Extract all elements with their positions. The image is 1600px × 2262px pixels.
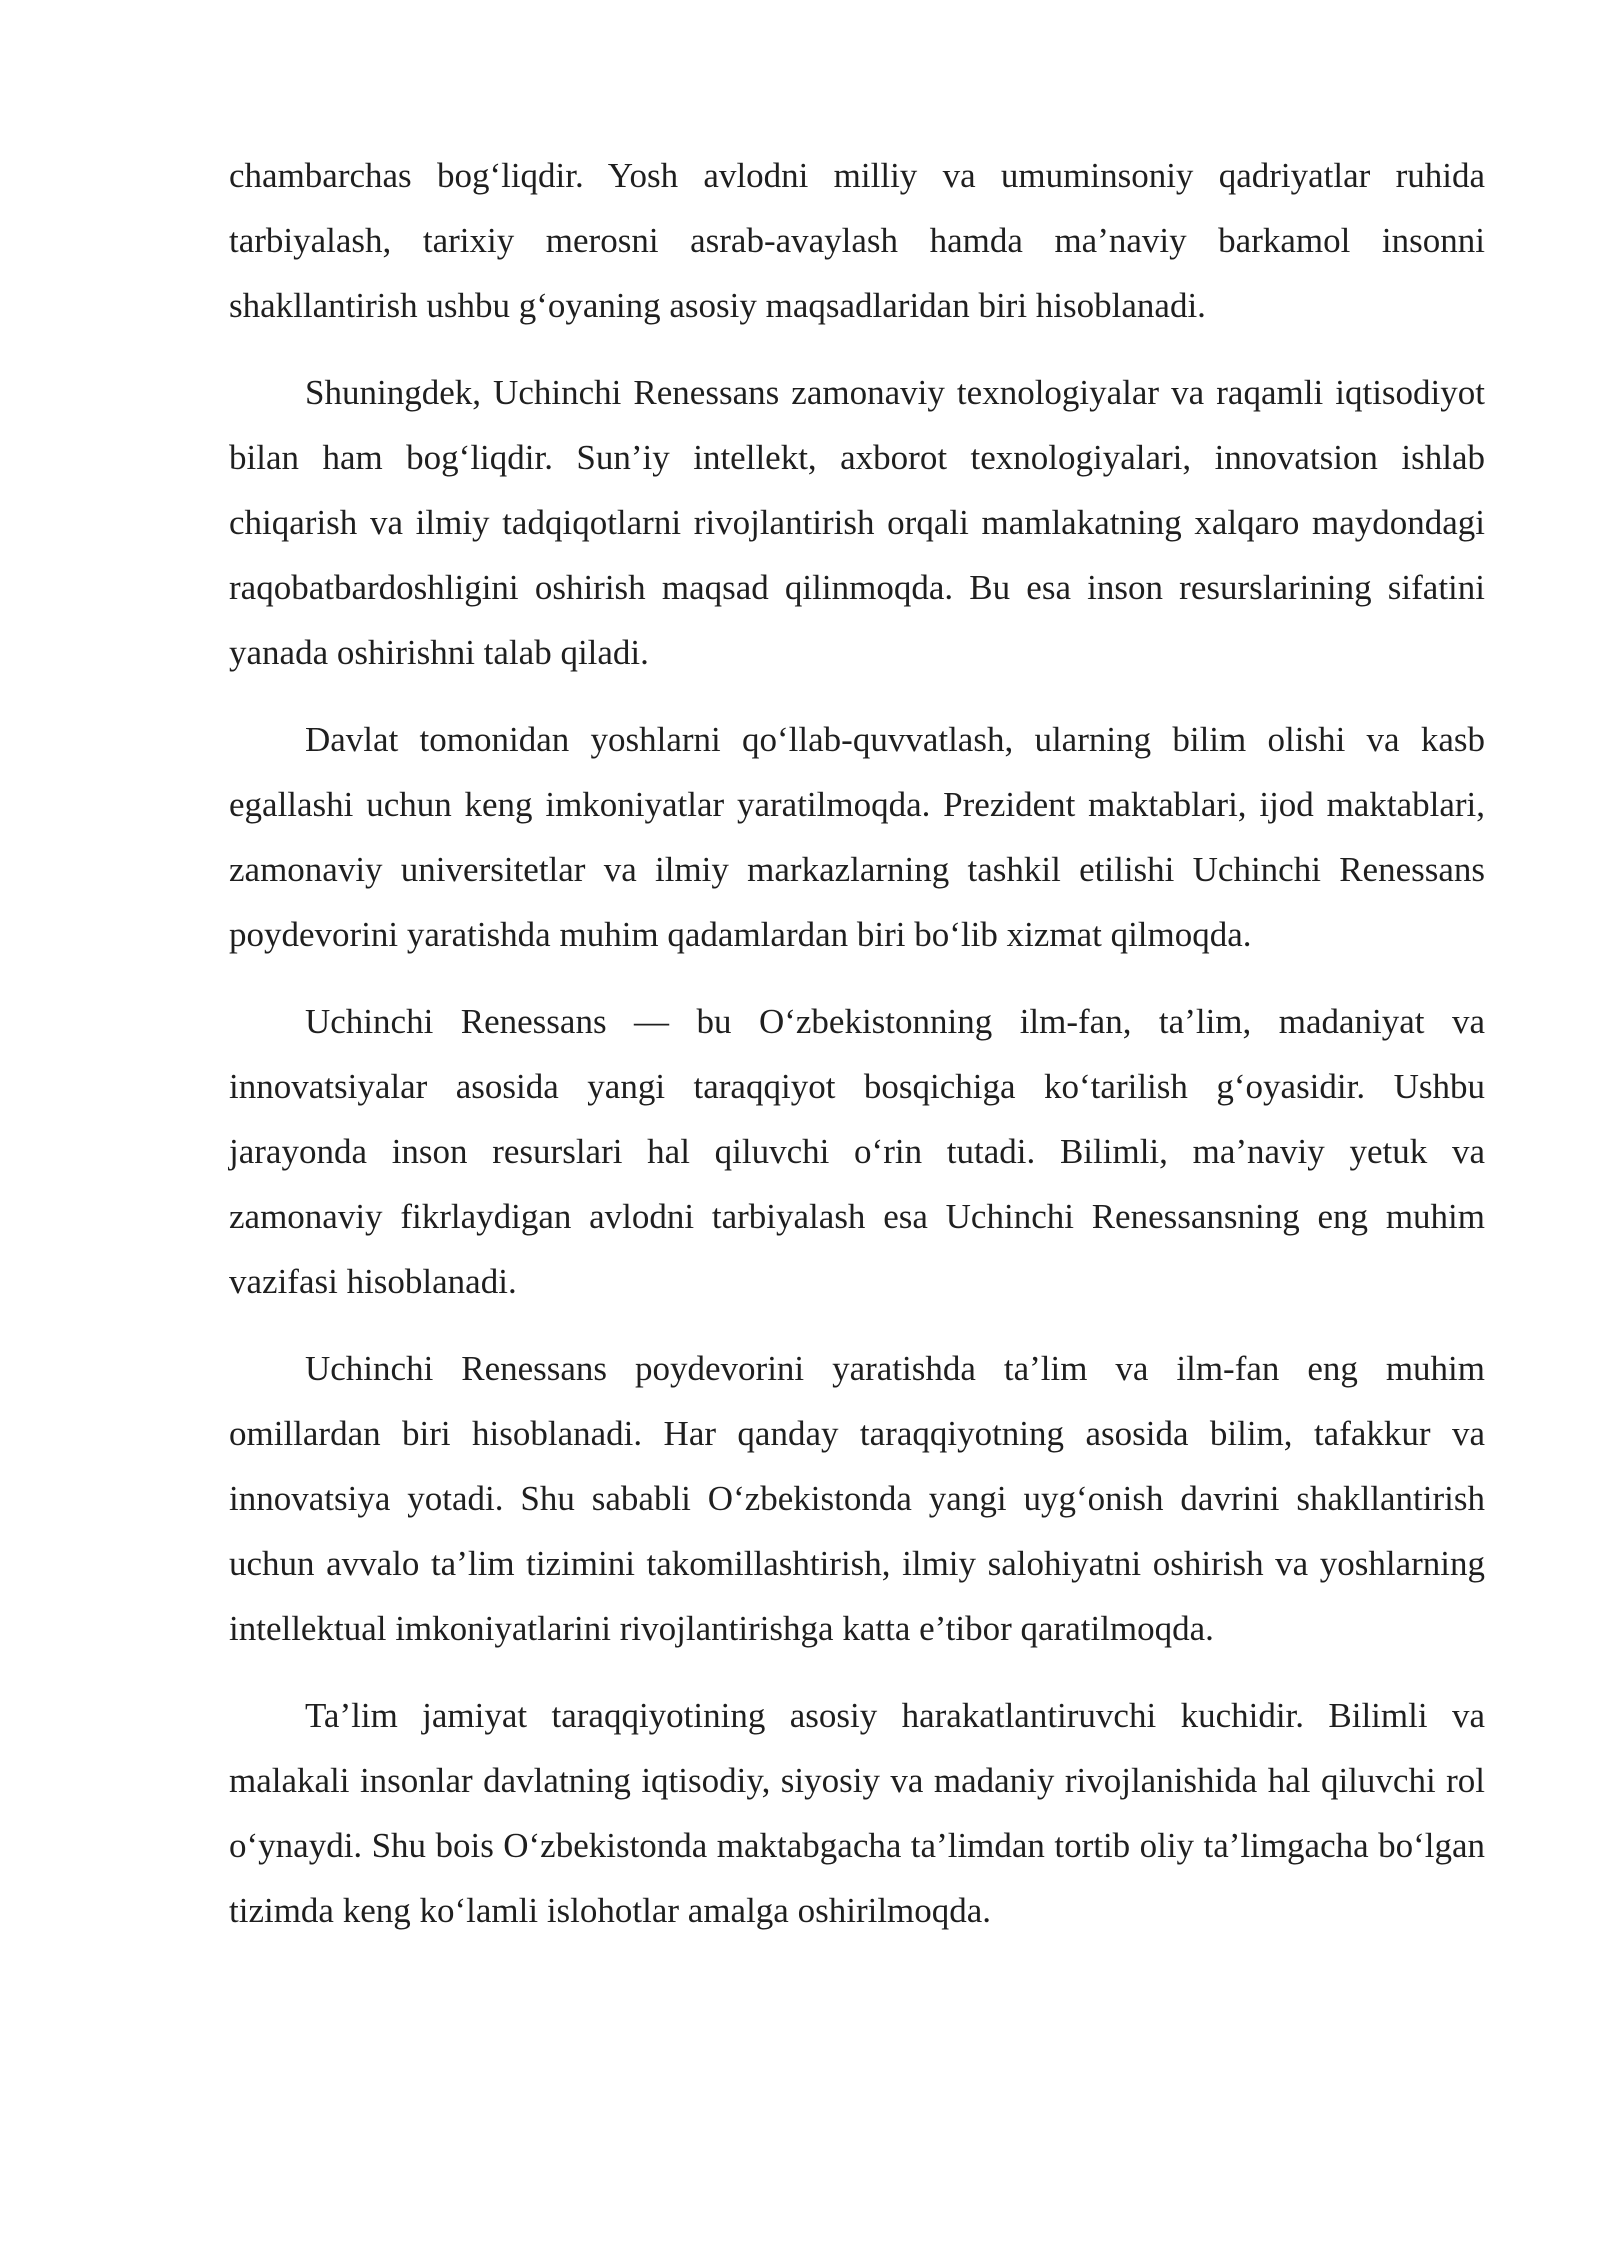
paragraph: Shuningdek, Uchinchi Renessans zamonaviy texnologiyalar va raqamli iqtisodiyot bilan ham bog‘liqdir. Sun’iy intellekt, axborot texnologiyalari, innovatsion ishlab chiqarish va ilmiy tadqiqotlarni rivojlantirish orqali mamlakatning xalqaro maydondagi raqobatbardoshligini oshirish maqsad qilinmoqda. Bu esa inson resurslarining sifatini yanada oshirishni talab qiladi. <box>229 373 1485 672</box>
paragraph: Uchinchi Renessans poydevorini yaratishda ta’lim va ilm-fan eng muhim omillardan biri hisoblanadi. Har qanday taraqqiyotning asosida bilim, tafakkur va innovatsiya yotadi. Shu sababli O‘zbekistonda yangi uyg‘onish davrini shakllantirish uchun avvalo ta’lim tizimini takomillashtirish, ilmiy salohiyatni oshirish va yoshlarning intellektual imkoniyatlarini rivojlantirishga katta e’tibor qaratilmoqda. <box>229 1349 1485 1648</box>
paragraph: Uchinchi Renessans — bu O‘zbekistonning ilm-fan, ta’lim, madaniyat va innovatsiyalar asosida yangi taraqqiyot bosqichiga ko‘tarilish g‘oyasidir. Ushbu jarayonda inson resurslari hal qiluvchi o‘rin tutadi. Bilimli, ma’naviy yetuk va zamonaviy fikrlaydigan avlodni tarbiyalash esa Uchinchi Renessansning eng muhim vazifasi hisoblanadi. <box>229 1002 1485 1301</box>
document-body <box>229 143 1485 1965</box>
paragraph-continued: chambarchas bog‘liqdir. Yosh avlodni milliy va umuminsoniy qadriyatlar ruhida tarbiyalash, tarixiy merosni asrab-avaylash hamda ma’naviy barkamol insonni shakllantirish ushbu g‘oyaning asosiy maqsadlaridan biri hisoblanadi. <box>229 156 1485 325</box>
paragraph: Davlat tomonidan yoshlarni qo‘llab-quvvatlash, ularning bilim olishi va kasb egallashi uchun keng imkoniyatlar yaratilmoqda. Prezident maktablari, ijod maktablari, zamonaviy universitetlar va ilmiy markazlarning tashkil etilishi Uchinchi Renessans poydevorini yaratishda muhim qadamlardan biri bo‘lib xizmat qilmoqda. <box>229 720 1485 954</box>
paragraph: Ta’lim jamiyat taraqqiyotining asosiy harakatlantiruvchi kuchidir. Bilimli va malakali insonlar davlatning iqtisodiy, siyosiy va madaniy rivojlanishida hal qiluvchi rol o‘ynaydi. Shu bois O‘zbekistonda maktabgacha ta’limdan tortib oliy ta’limgacha bo‘lgan tizimda keng ko‘lamli islohotlar amalga oshirilmoqda. <box>229 1696 1485 1930</box>
